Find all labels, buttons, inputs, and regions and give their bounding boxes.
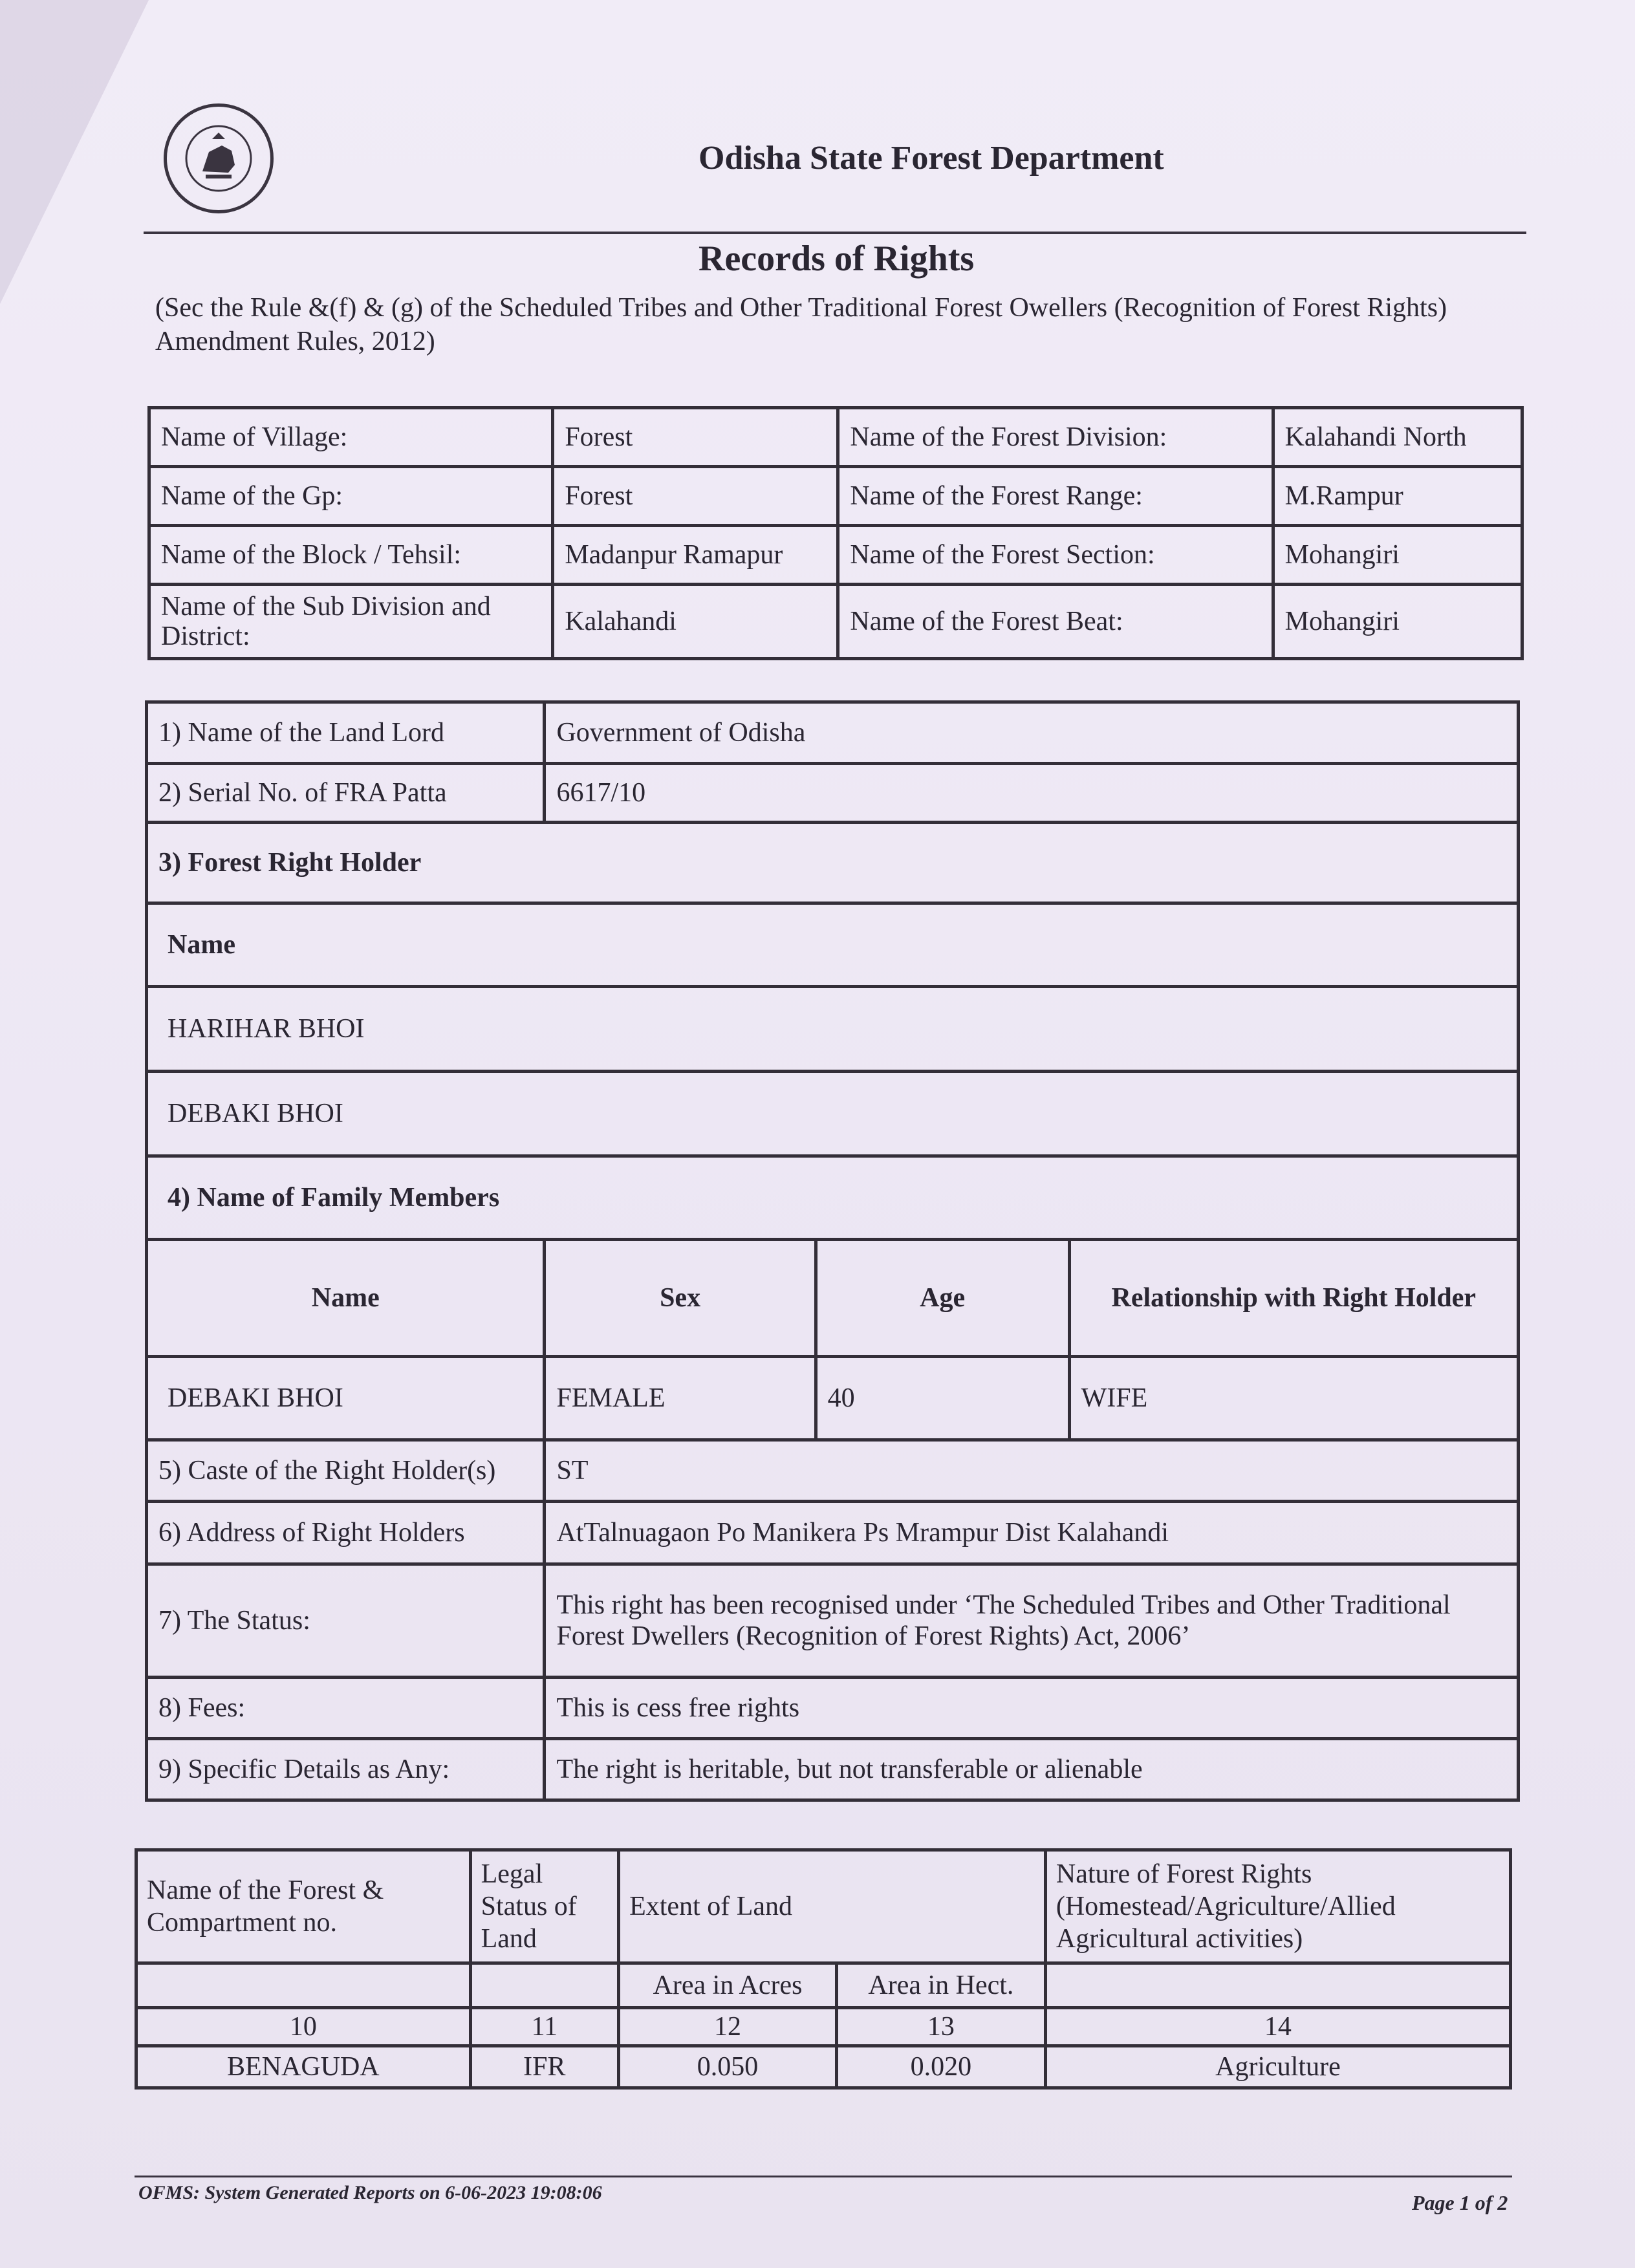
- family-member-name: DEBAKI BHOI: [147, 1357, 545, 1440]
- fees-label: 8) Fees:: [147, 1678, 545, 1739]
- table-row: [147, 1678, 1519, 1739]
- column-number: 11: [470, 2008, 618, 2046]
- page-number: Page 1 of 2: [1412, 2191, 1508, 2214]
- table-row: [147, 1564, 1519, 1678]
- section-label: Name of the Forest Section:: [838, 526, 1273, 585]
- family-member-relation: WIFE: [1069, 1357, 1518, 1440]
- status-label: 7) The Status:: [147, 1564, 545, 1678]
- location-table: [147, 406, 1524, 660]
- beat-label: Name of the Forest Beat:: [838, 585, 1273, 659]
- specific-value: The right is heritable, but not transferable or alienable: [545, 1739, 1519, 1800]
- table-row: [149, 467, 1522, 526]
- legal-status: IFR: [470, 2046, 618, 2088]
- address-value: AtTalnuagaon Po Manikera Ps Mrampur Dist Kalahandi: [545, 1502, 1519, 1564]
- column-number: 13: [836, 2008, 1045, 2046]
- subdiv-label: Name of the Sub Division and District:: [149, 585, 553, 659]
- document-subtitle: (Sec the Rule &(f) & (g) of the Scheduled Tribes and Other Traditional Forest Owellers (Recognition of Forest Rights) Amendment Rules, 2012): [155, 293, 1447, 356]
- table-row: [147, 1240, 1519, 1357]
- village-value: Forest: [553, 408, 838, 467]
- family-col-age: Age: [816, 1240, 1069, 1357]
- table-row: [147, 1072, 1519, 1156]
- family-member-sex: FEMALE: [545, 1357, 816, 1440]
- department-title: Odisha State Forest Department: [698, 140, 1164, 177]
- family-col-name: Name: [147, 1240, 545, 1357]
- serial-value: 6617/10: [545, 764, 1519, 823]
- range-label: Name of the Forest Range:: [838, 467, 1273, 526]
- family-col-sex: Sex: [545, 1240, 816, 1357]
- col-forest-compartment: Name of the Forest & Compartment no.: [136, 1850, 471, 1963]
- family-member-age: 40: [816, 1357, 1069, 1440]
- column-number: 12: [619, 2008, 837, 2046]
- status-line: Forest Dwellers (Recognition of Forest Rights) Act, 2006’: [556, 1621, 1191, 1651]
- table-row: [147, 1156, 1519, 1240]
- table-row: [149, 408, 1522, 467]
- division-label: Name of the Forest Division:: [838, 408, 1273, 467]
- range-value: M.Rampur: [1273, 467, 1522, 526]
- family-col-relation: Relationship with Right Holder: [1069, 1240, 1518, 1357]
- table-row: [149, 526, 1522, 585]
- table-row: [136, 1963, 1511, 2008]
- document-title: Records of Rights: [698, 239, 975, 279]
- serial-label: 2) Serial No. of FRA Patta: [147, 764, 545, 823]
- gp-value: Forest: [553, 467, 838, 526]
- block-label: Name of the Block / Tehsil:: [149, 526, 553, 585]
- specific-label: 9) Specific Details as Any:: [147, 1739, 545, 1800]
- forest-name: BENAGUDA: [136, 2046, 471, 2088]
- division-value: Kalahandi North: [1273, 408, 1522, 467]
- holder-name: DEBAKI BHOI: [147, 1072, 1519, 1156]
- col-area-acres: Area in Acres: [619, 1963, 837, 2008]
- table-row: [136, 1850, 1511, 1963]
- land-table: [135, 1848, 1512, 2090]
- table-row: [147, 764, 1519, 823]
- col-nature-of-rights: Nature of Forest Rights (Homestead/Agriculture/Allied Agricultural activities): [1045, 1850, 1510, 1963]
- family-heading: 4) Name of Family Members: [147, 1156, 1519, 1240]
- table-row: [136, 2008, 1511, 2046]
- name-heading: Name: [147, 903, 1519, 987]
- landlord-label: 1) Name of the Land Lord: [147, 702, 545, 764]
- caste-label: 5) Caste of the Right Holder(s): [147, 1440, 545, 1502]
- area-acres: 0.050: [619, 2046, 837, 2088]
- report-generated-note: OFMS: System Generated Reports on 6-06-2023 19:08:06: [138, 2182, 602, 2203]
- area-hect: 0.020: [836, 2046, 1045, 2088]
- landlord-value: Government of Odisha: [545, 702, 1519, 764]
- table-row: [147, 1739, 1519, 1800]
- folded-corner: [0, 0, 149, 304]
- table-row: [147, 987, 1519, 1072]
- footer-divider: [135, 2176, 1512, 2177]
- caste-value: ST: [545, 1440, 1519, 1502]
- table-row: [147, 1357, 1519, 1440]
- table-row: [147, 702, 1519, 764]
- address-label: 6) Address of Right Holders: [147, 1502, 545, 1564]
- status-line: This right has been recognised under ‘The Scheduled Tribes and Other Traditional: [556, 1590, 1451, 1620]
- table-row: [147, 823, 1519, 903]
- table-row: [149, 585, 1522, 659]
- nature-of-rights: Agriculture: [1045, 2046, 1510, 2088]
- subdiv-value: Kalahandi: [553, 585, 838, 659]
- table-row: [147, 1440, 1519, 1502]
- village-label: Name of Village:: [149, 408, 553, 467]
- status-value: [545, 1564, 1519, 1678]
- odisha-emblem-icon: [164, 103, 274, 213]
- col-extent-of-land: Extent of Land: [619, 1850, 1046, 1963]
- table-row: [147, 1502, 1519, 1564]
- rights-details-table: [145, 700, 1520, 1802]
- gp-label: Name of the Gp:: [149, 467, 553, 526]
- holder-name: HARIHAR BHOI: [147, 987, 1519, 1072]
- col-area-hect: Area in Hect.: [836, 1963, 1045, 2008]
- holder-heading: 3) Forest Right Holder: [147, 823, 1519, 903]
- table-row: [147, 903, 1519, 987]
- header-divider: [144, 232, 1526, 234]
- table-row: [136, 2046, 1511, 2088]
- beat-value: Mohangiri: [1273, 585, 1522, 659]
- column-number: 10: [136, 2008, 471, 2046]
- fees-value: This is cess free rights: [545, 1678, 1519, 1739]
- section-value: Mohangiri: [1273, 526, 1522, 585]
- column-number: 14: [1045, 2008, 1510, 2046]
- block-value: Madanpur Ramapur: [553, 526, 838, 585]
- col-legal-status: Legal Status of Land: [470, 1850, 618, 1963]
